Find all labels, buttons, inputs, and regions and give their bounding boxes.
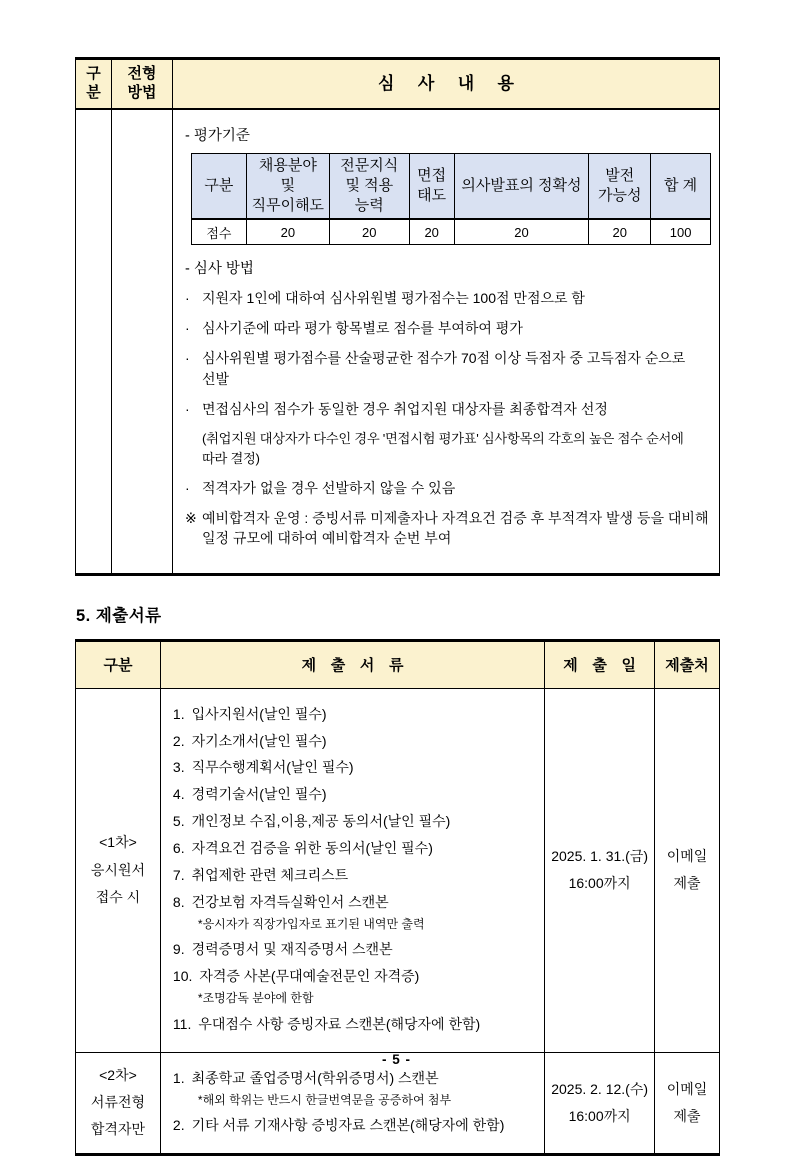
dest-line: 이메일 [666,847,708,864]
review-body-gubun-cell [76,109,112,575]
documents-row-label [76,1052,161,1154]
document-item-text: 자격요건 검증을 위한 동의서(날인 필수) [191,840,433,857]
document-item-text: 경력증명서 및 재직증명서 스캔본 [191,941,393,958]
method-item [185,348,709,389]
label-line: 접수 시 [95,888,141,905]
dest-line: 제출 [673,875,701,892]
criteria-column-header: 채용분야 및 직무이해도 [246,153,329,219]
dest-line: 이메일 [666,1080,708,1097]
document-item [173,893,534,912]
criteria-header-row [191,153,710,219]
method-item [185,399,709,419]
document-item [173,1069,534,1088]
method-item-marker: · [184,400,190,417]
document-item-text: 건강보험 자격득실확인서 스캔본 [191,893,389,910]
documents-row-label-lines [76,1062,160,1144]
document-item-number: 9. [172,941,185,958]
documents-row-label [76,688,161,1052]
criteria-label: - 평가기준 [184,127,250,144]
method-item-text: 지원자 1인에 대하여 심사위원별 평가점수는 100점 만점으로 함 [201,289,585,306]
criteria-score-value: 20 [454,219,589,244]
review-header-method [111,59,172,109]
review-header-method-line2: 방법 [127,83,157,101]
date-line: 2025. 1. 31.(금) [551,847,649,864]
method-item-marker: · [184,479,190,496]
documents-header-gubun: 구분 [76,640,161,688]
document-item [173,758,534,777]
criteria-score-value: 20 [329,219,409,244]
document-content [75,57,720,1156]
method-item-marker: · [184,350,190,367]
method-item-marker: ※ [184,510,197,527]
document-item-text: 자기소개서(날인 필수) [191,732,327,749]
document-item [173,785,534,804]
criteria-column-header: 구분 [191,153,246,219]
criteria-column-header: 합 계 [651,153,711,219]
document-item-number: 6. [172,840,185,857]
review-header-gubun-line2: 분 [86,83,101,101]
document-item-text: 직무수행계획서(날인 필수) [191,759,354,776]
document-item [173,1116,534,1135]
label-line: <1차> [99,834,137,851]
label-line: 응시원서 [90,861,145,878]
method-item-text: 적격자가 없을 경우 선발하지 않을 수 있음 [201,479,456,496]
method-item-marker: · [184,289,190,306]
method-item [185,429,709,468]
review-header-gubun [76,59,112,109]
documents-row-label-lines [76,829,160,911]
date-line: 2025. 2. 12.(수) [551,1080,649,1097]
criteria-score-value: 20 [409,219,454,244]
document-item-text: 기타 서류 기재사항 증빙자료 스캔본(해당자에 한함) [191,1117,505,1134]
method-item-text: 심사기준에 따라 평가 항목별로 점수를 부여하여 평가 [201,320,523,337]
documents-header-docs: 제 출 서 류 [160,640,544,688]
document-item-note: *해외 학위는 반드시 한글번역문을 공증하여 첨부 [197,1092,452,1107]
documents-row-items [160,1052,544,1154]
document-item-number: 8. [172,893,185,910]
documents-row-dest [655,688,720,1052]
dest-line: 제출 [673,1107,701,1124]
document-item [173,866,534,885]
criteria-column-header: 면접 태도 [409,153,454,219]
documents-row-date [545,688,655,1052]
documents-row-date [545,1052,655,1154]
document-item [173,732,534,751]
documents-row-dest [655,1052,720,1154]
document-item [173,967,534,986]
documents-row-date-lines [545,1076,654,1131]
review-table [75,57,720,576]
method-item [185,478,709,498]
document-item-number: 4. [172,786,185,803]
review-header-content: 심 사 내 용 [172,59,719,109]
date-line: 16:00까지 [568,1107,631,1124]
method-item-marker [185,429,202,468]
documents-table [75,639,720,1156]
document-item-text: 자격증 사본(무대예술전문인 자격증) [199,968,420,985]
documents-row-dest-lines [655,1076,719,1131]
section-title: 5. 제출서류 [76,606,162,625]
documents-row [76,1052,720,1154]
criteria-score-row [191,219,710,244]
document-item-number: 3. [172,759,185,776]
label-line: <2차> [99,1066,137,1083]
criteria-column-header: 발전 가능성 [589,153,651,219]
criteria-score-value: 20 [589,219,651,244]
method-item [185,288,709,308]
document-item [173,705,534,724]
label-line: 합격자만 [90,1121,145,1138]
page-number: - 5 - [381,1052,411,1067]
review-content-cell [172,109,719,575]
documents-header-date: 제 출 일 [545,640,655,688]
criteria-column-header: 전문지식 및 적용 능력 [329,153,409,219]
document-item-number: 5. [172,813,185,830]
method-item-marker: · [184,320,190,337]
documents-row-date-lines [545,843,654,898]
review-header-row [76,59,720,109]
document-item-text: 개인정보 수집,이용,제공 동의서(날인 필수) [191,813,451,830]
method-item-text: 심사위원별 평가점수를 산술평균한 점수가 70점 이상 득점자 중 고득점자 순으로 선발 [201,350,686,387]
document-item-number: 2. [172,732,185,749]
document-item-text: 취업제한 관련 체크리스트 [191,867,349,883]
criteria-score-value: 100 [651,219,711,244]
review-body-row [76,109,720,575]
document-item-number: 1. [172,1069,185,1086]
review-header-gubun-line1: 구 [86,65,101,82]
method-label: - 심사 방법 [184,260,254,277]
document-item-text: 최종학교 졸업증명서(학위증명서) 스캔본 [191,1069,439,1086]
document-item [173,812,534,831]
label-line: 서류전형 [90,1094,145,1111]
documents-row-items [160,688,544,1052]
method-item [185,508,709,549]
document-item-number: 11. [172,1015,192,1032]
documents-header-dest: 제출처 [655,640,720,688]
criteria-score-value: 20 [246,219,329,244]
document-item-number: 10. [172,968,193,985]
documents-row-dest-lines [655,843,719,898]
method-list [183,288,711,549]
criteria-table [191,153,711,245]
document-item [173,940,534,959]
document-item-note: *조명감독 분야에 한함 [197,991,314,1006]
document-item-text: 우대점수 사항 증빙자료 스캔본(해당자에 한함) [198,1015,481,1032]
document-item-note: *응시자가 직장가입자로 표기된 내역만 출력 [197,916,425,931]
method-item-text: 면접심사의 점수가 동일한 경우 취업지원 대상자를 최종합격자 선정 [201,400,608,417]
document-item-text: 입사지원서(날인 필수) [191,705,327,722]
document-item [173,1015,534,1034]
documents-header-row [76,640,720,688]
method-item-text: 예비합격자 운영 : 증빙서류 미제출자나 자격요건 검증 후 부적격자 발생 등을 대비해 일정 규모에 대하여 예비합격자 순번 부여 [201,510,709,547]
document-item-number: 2. [172,1117,185,1134]
criteria-column-header: 의사발표의 정확성 [454,153,589,219]
documents-row [76,688,720,1052]
document-item-number: 7. [172,867,185,883]
review-header-method-line1: 전형 [127,65,157,82]
document-item-number: 1. [172,705,185,722]
method-item-text: (취업지원 대상자가 다수인 경우 '면접시험 평가표' 심사항목의 각호의 높은 점수 순서에 따라 결정) [201,431,684,466]
method-item [185,318,709,338]
document-item-text: 경력기술서(날인 필수) [191,786,327,803]
review-body-method-cell [111,109,172,575]
criteria-score-label: 점수 [191,219,246,244]
document-item [173,839,534,858]
date-line: 16:00까지 [568,875,631,892]
